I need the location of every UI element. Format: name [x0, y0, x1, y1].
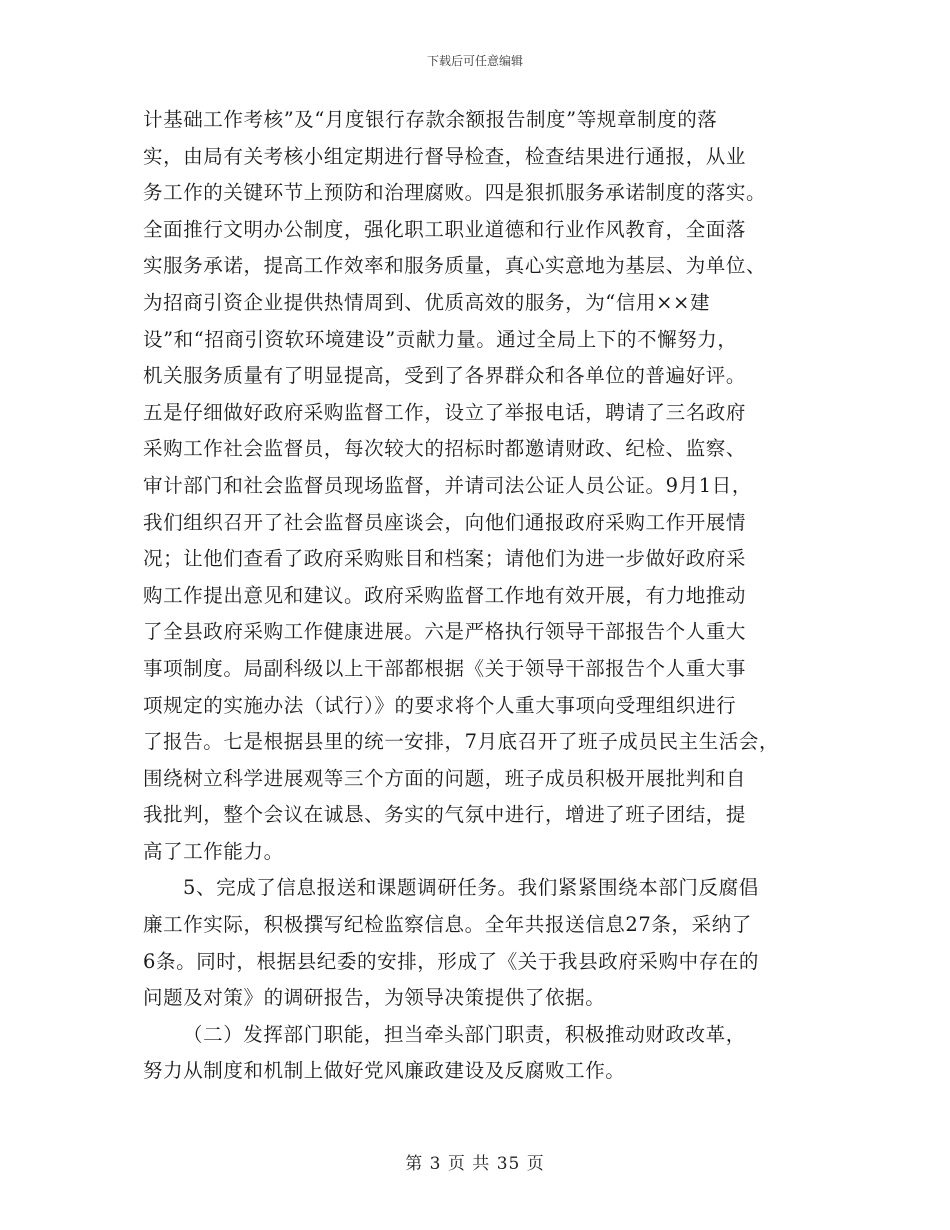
- text-line: 项规定的实施办法（试行）》的要求将个人重大事项向受理组织进行: [143, 693, 737, 717]
- text-line: 况；让他们查看了政府采购账目和档案；请他们为进一步做好政府采: [143, 547, 747, 571]
- text-line: 五是仔细做好政府采购监督工作，设立了举报电话，聘请了三名政府: [143, 400, 747, 424]
- text-line: 6条。同时，根据县纪委的安排，形成了《关于我县政府采购中存在的: [143, 949, 760, 973]
- text-line: 务工作的关键环节上预防和治理腐败。四是狠抓服务承诺制度的落实。: [143, 181, 767, 205]
- text-line: 计基础工作考核”及“月度银行存款余额报告制度”等规章制度的落: [143, 108, 718, 131]
- text-line: 机关服务质量有了明显提高，受到了各界群众和各单位的普遍好评。: [143, 364, 747, 388]
- text-line: 我批判，整个会议在诚恳、务实的气氛中进行，增进了班子团结，提: [143, 803, 747, 827]
- text-line: 高了工作能力。: [143, 839, 284, 863]
- text-line: 事项制度。局副科级以上干部都根据《关于领导干部报告个人重大事: [143, 656, 747, 680]
- text-line: 围绕树立科学进展观等三个方面的问题，班子成员积极开展批判和自: [143, 766, 747, 790]
- text-line: 问题及对策》的调研报告，为领导决策提供了依据。: [143, 986, 606, 1010]
- page-number: 第 3 页 共 35 页: [405, 1154, 545, 1174]
- paragraph-start-line: 5、完成了信息报送和课题调研任务。我们紧紧围绕本部门反腐倡: [183, 876, 759, 900]
- text-line: 设”和“招商引资软环境建设”贡献力量。通过全局上下的不懈努力，: [143, 327, 738, 351]
- text-line: 努力从制度和机制上做好党风廉政建设及反腐败工作。: [143, 1059, 626, 1083]
- text-line: 廉工作实际，积极撰写纪检监察信息。全年共报送信息27条，采纳了: [143, 913, 752, 937]
- text-line: 购工作提出意见和建议。政府采购监督工作地有效开展，有力地推动: [143, 583, 747, 607]
- text-line: 了报告。七是根据县里的统一安排，7月底召开了班子成员民主生活会，: [143, 730, 780, 754]
- text-line: 采购工作社会监督员，每次较大的招标时都邀请财政、纪检、监察、: [143, 437, 747, 461]
- document-body: [143, 102, 833, 1090]
- text-line: 实服务承诺，提高工作效率和服务质量，真心实意地为基层、为单位、: [143, 254, 767, 278]
- text-line: 实，由局有关考核小组定期进行督导检查，检查结果进行通报，从业: [143, 144, 747, 168]
- section-heading-line: （二）发挥部门职能，担当牵头部门职责，积极推动财政改革，: [183, 1022, 746, 1046]
- text-line: 审计部门和社会监督员现场监督，并请司法公证人员公证。9月1日，: [143, 473, 752, 497]
- text-line: 了全县政府采购工作健康进展。六是严格执行领导干部报告个人重大: [143, 620, 747, 644]
- text-line: 全面推行文明办公制度，强化职工职业道德和行业作风教育，全面落: [143, 217, 747, 241]
- text-line: 为招商引资企业提供热情周到、优质高效的服务，为“信用××建: [143, 290, 711, 314]
- text-line: 我们组织召开了社会监督员座谈会，向他们通报政府采购工作开展情: [143, 510, 747, 534]
- page-header: 下载后可任意编辑: [426, 54, 523, 68]
